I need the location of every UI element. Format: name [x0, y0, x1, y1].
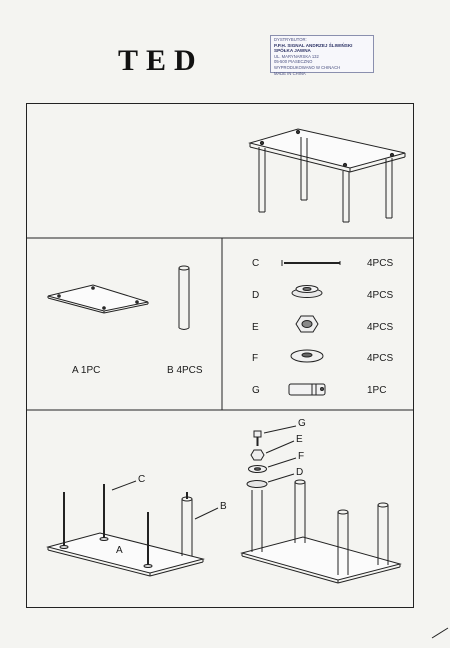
left-callout-a: A [116, 545, 123, 556]
part-b-leg [179, 266, 189, 330]
right-callout-f: F [298, 451, 305, 462]
right-callout-d: D [296, 467, 304, 478]
stamp-line: 05-500 PIASECZNO [274, 59, 313, 65]
part-b-label: B 4PCS [167, 365, 203, 376]
part-g-tool-drawing [289, 384, 325, 395]
stamp-line: MADE IN CHINA [274, 70, 306, 76]
hardware-c-letter: C [252, 258, 260, 269]
right-callout-g: G [298, 418, 306, 429]
left-callout-c: C [138, 474, 146, 485]
hardware-g-qty: 1PC [367, 385, 387, 396]
hardware-c-qty: 4PCS [367, 258, 394, 269]
part-a-glass-top [48, 285, 148, 313]
part-f-washer-drawing [291, 350, 323, 362]
part-e-nut-drawing [296, 316, 318, 332]
hardware-d-qty: 4PCS [367, 290, 394, 301]
product-title: TED [118, 44, 204, 77]
hardware-d-letter: D [252, 290, 260, 301]
hardware-g-letter: G [252, 385, 260, 396]
stamp-line: UL. MARYNARSKA 132 [274, 53, 319, 59]
right-assembly-drawing [242, 426, 400, 583]
part-c-bolt-drawing [282, 260, 340, 266]
left-callout-b: B [220, 501, 227, 512]
right-callout-e: E [296, 434, 303, 445]
left-assembly-drawing [48, 481, 218, 576]
assembled-table-drawing [250, 129, 405, 222]
stamp-line: P.P.H. SIGNAL ANDRZEJ ŚLIWIŃSKI SPÓŁKA JAWNA [274, 42, 353, 54]
hardware-e-qty: 4PCS [367, 322, 394, 333]
stamp-line: DYSTRYBUTOR: [274, 37, 307, 42]
scan-mark [432, 628, 448, 638]
stamp-line: WYPRODUKOWANO W CHINACH [274, 64, 341, 70]
part-d-cap-drawing [292, 286, 322, 298]
hardware-f-letter: F [252, 353, 259, 364]
hardware-e-letter: E [252, 322, 259, 333]
hardware-f-qty: 4PCS [367, 353, 394, 364]
part-a-label: A 1PC [72, 365, 101, 376]
